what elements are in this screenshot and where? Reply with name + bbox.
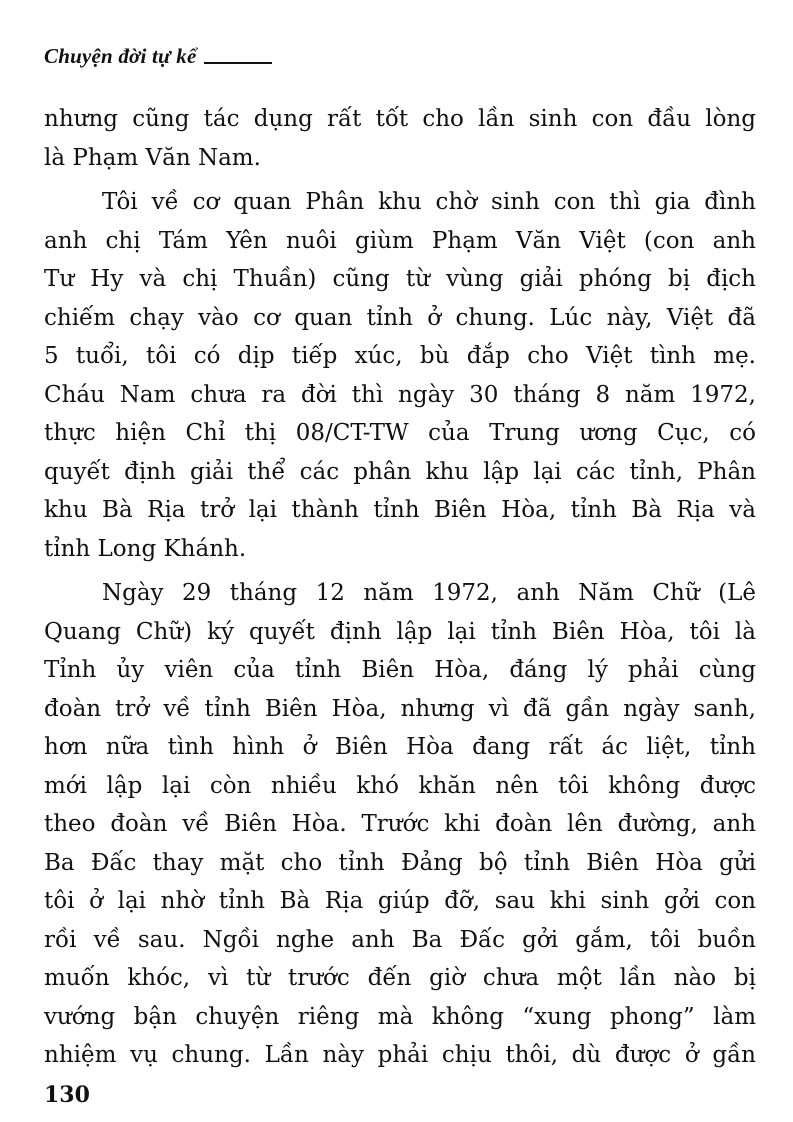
text-line: vướng bận chuyện riêng mà không “xung phong” làm [44,1003,756,1030]
text-line: nhiệm vụ chung. Lần này phải chịu thôi, dù được ở gần [44,1042,756,1068]
text-line: muốn khóc, vì từ trước đến giờ chưa một lần nào bị [44,965,756,991]
body-text [44,100,756,1075]
text-line: rồi về sau. Ngồi nghe anh Ba Đấc gởi gắm, tôi buồn [44,926,756,953]
text-line: 5 tuổi, tôi có dịp tiếp xúc, bù đắp cho Việt tình mẹ. [44,343,756,369]
text-line: theo đoàn về Biên Hòa. Trước khi đoàn lên đường, anh [44,811,756,837]
running-header-title: Chuyện đời tự kể [44,44,197,68]
text-line: Cháu Nam chưa ra đời thì ngày 30 tháng 8 năm 1972, [44,381,756,408]
text-line: khu Bà Rịa trở lại thành tỉnh Biên Hòa, tỉnh Bà Rịa và [44,497,756,523]
text-line: đoàn trở về tỉnh Biên Hòa, nhưng vì đã gần ngày sanh, [44,695,756,722]
running-header [44,44,272,69]
text-line: thực hiện Chỉ thị 08/CT-TW của Trung ương Cục, có [44,420,756,446]
text-line: Ba Đấc thay mặt cho tỉnh Đảng bộ tỉnh Biên Hòa gửi [44,849,756,876]
text-line: Ngày 29 tháng 12 năm 1972, anh Năm Chữ (Lê [102,580,756,606]
text-line: mới lập lại còn nhiều khó khăn nên tôi không được [44,772,756,799]
paragraph [44,100,756,177]
text-line: nhưng cũng tác dụng rất tốt cho lần sinh con đầu lòng [44,106,756,132]
text-line: là Phạm Văn Nam. [44,144,261,171]
text-line: tỉnh Long Khánh. [44,535,247,562]
text-line: Tư Hy và chị Thuần) cũng từ vùng giải phóng bị địch [44,266,756,292]
text-line: Quang Chữ) ký quyết định lập lại tỉnh Biên Hòa, tôi là [44,618,756,645]
text-line: quyết định giải thể các phân khu lập lại các tỉnh, Phân [44,458,756,485]
text-line: anh chị Tám Yên nuôi giùm Phạm Văn Việt (con anh [44,227,756,254]
text-line: tôi ở lại nhờ tỉnh Bà Rịa giúp đỡ, sau khi sinh gởi con [44,888,756,914]
text-line: chiếm chạy vào cơ quan tỉnh ở chung. Lúc này, Việt đã [44,304,756,331]
text-line: hơn nữa tình hình ở Biên Hòa đang rất ác liệt, tỉnh [44,734,756,760]
paragraph [44,183,756,568]
header-rule [204,62,272,64]
paragraph [44,574,756,1075]
page-number: 130 [44,1082,90,1108]
text-line: Tôi về cơ quan Phân khu chờ sinh con thì gia đình [102,189,756,215]
text-line: Tỉnh ủy viên của tỉnh Biên Hòa, đáng lý phải cùng [44,657,756,683]
